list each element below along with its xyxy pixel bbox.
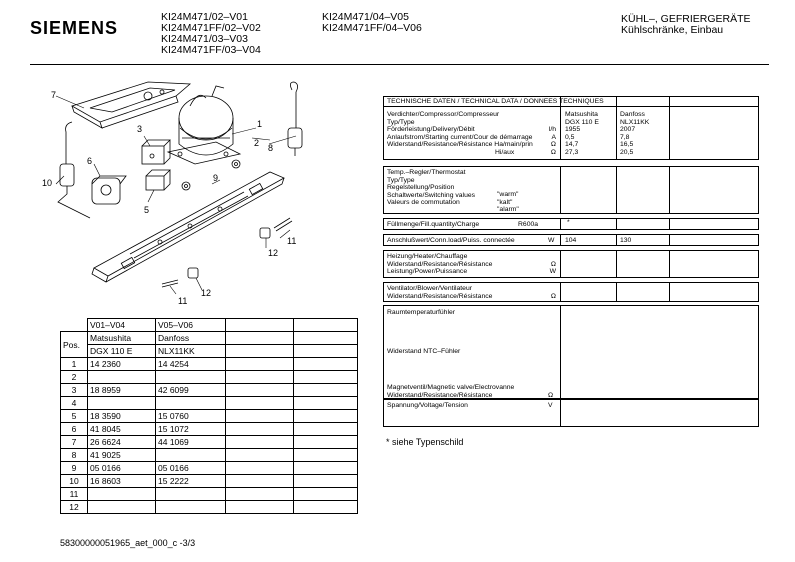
charge-col1: *: [567, 219, 570, 226]
spec-line: 1955: [565, 126, 581, 133]
spec-line: A: [551, 133, 556, 141]
table-cell: 4: [61, 397, 88, 410]
model-line: KI24M471/04–V05: [322, 11, 409, 23]
spec-line: 27,3: [565, 148, 579, 156]
callout-9: 9: [213, 173, 219, 183]
spec-line: DGX 110 E: [565, 118, 599, 126]
type-plate-note: * siehe Typenschild: [386, 437, 464, 447]
table-cell: 42 6099: [156, 384, 226, 397]
category-line: KÜHL–, GEFRIERGERÄTE: [621, 13, 751, 25]
ntc-label: Widerstand NTC–Fühler: [387, 348, 461, 355]
table-row: [61, 488, 358, 501]
category: [621, 14, 751, 36]
cable-drawing: [288, 82, 302, 156]
spec-line: [544, 119, 556, 127]
spec-line: Regelstellung/Position: [387, 184, 455, 191]
spec-line: "alarm": [497, 206, 519, 213]
table-cell: 14 2360: [88, 358, 156, 371]
table-cell: 2: [61, 371, 88, 384]
compressor-drawing: [168, 86, 240, 164]
table-cell: 05 0166: [88, 462, 156, 475]
table-cell: 11: [61, 488, 88, 501]
table-cell: [156, 449, 226, 462]
callout-10: 10: [42, 178, 53, 188]
load-unit: W: [548, 237, 555, 244]
spec-line: [387, 207, 475, 215]
table-row: [61, 462, 358, 475]
spec-line: Typ/Type: [387, 118, 415, 126]
sensor-panel: [383, 305, 759, 399]
table-cell: 44 1069: [156, 436, 226, 449]
table-row: [61, 358, 358, 371]
table-cell: [156, 488, 226, 501]
table-cell: 7: [61, 436, 88, 449]
table-cell: 15 0760: [156, 410, 226, 423]
left-cable-drawing: [58, 122, 93, 218]
model-line: KI24M471FF/04–V06: [322, 22, 422, 34]
table-cell: 15 1072: [156, 423, 226, 436]
table-cell: 41 8045: [88, 423, 156, 436]
spec-line: 7,8: [620, 133, 630, 141]
valve-resistance-label: Widerstand/Resistance/Résistance: [387, 392, 493, 399]
table-cell: [156, 371, 226, 384]
tech-title: TECHNISCHE DATEN / TECHNICAL DATA / DONNEES TECHNIQUES: [384, 97, 758, 107]
model-line: KI24M471FF/03–V04: [161, 44, 261, 56]
callout-5: 5: [144, 205, 150, 215]
table-cell: 16 8603: [88, 475, 156, 488]
spec-line: [544, 111, 556, 119]
table-cell: 14 4254: [156, 358, 226, 371]
category-line: Kühlschränke, Einbau: [621, 24, 724, 36]
load-panel: [383, 234, 759, 246]
header-rule: [30, 64, 769, 65]
callout-8: 8: [268, 143, 274, 153]
spec-line: "kalt": [497, 198, 513, 206]
table-cell: 8: [61, 449, 88, 462]
callout-7: 7: [51, 90, 57, 100]
spec-line: W: [549, 268, 556, 275]
room-sensor-label: Raumtemperaturfühler: [387, 309, 455, 316]
spec-line: Matsushita: [565, 111, 598, 118]
load-col1: 104: [565, 237, 577, 244]
starter-drawing: [146, 170, 170, 190]
voltage-label: Spannung/Voltage/Tension: [387, 402, 468, 409]
callout-1: 1: [257, 119, 263, 129]
spec-line: Widerstand/Resistance/Résistance: [387, 292, 493, 300]
table-row: [61, 423, 358, 436]
table-row: [61, 384, 358, 397]
callout-2: 2: [254, 138, 260, 148]
version-header: V05–V06: [156, 319, 226, 332]
compressor-tray-drawing: [72, 82, 190, 128]
spec-line: 20,5: [620, 148, 634, 156]
table-cell: 5: [61, 410, 88, 423]
rail-drawing: [92, 172, 284, 282]
spec-line: Widerstand/Resistance/Résistance: [387, 260, 493, 268]
spec-line: Heizung/Heater/Chauffage: [387, 253, 468, 260]
compressor-panel: [383, 96, 759, 160]
thermostat-panel: [383, 166, 759, 214]
table-row: [61, 475, 358, 488]
spec-line: Widerstand/Resistance/Résistance Ha/main/prin: [387, 141, 533, 148]
spec-line: Ventilator/Blower/Ventilateur: [387, 285, 473, 292]
spec-line: Valeurs de commutation: [387, 199, 460, 206]
table-cell: 41 9025: [88, 449, 156, 462]
table-cell: 6: [61, 423, 88, 436]
charge-label: Füllmenge/Fill.quantity/Charge: [387, 221, 480, 228]
models-col1: [161, 12, 261, 56]
capacitor-drawing: [92, 176, 126, 204]
table-row: [61, 397, 358, 410]
charge-refrigerant: R600a: [518, 221, 539, 228]
spec-line: [544, 253, 556, 261]
table-cell: 05 0166: [156, 462, 226, 475]
spec-line: 0,5: [565, 133, 575, 141]
spec-line: Verdichter/Compressor/Compresseur: [387, 111, 500, 118]
spec-line: NLX11KK: [620, 118, 650, 126]
callout-12b: 12: [201, 288, 212, 298]
callout-11: 11: [287, 236, 297, 246]
table-row: [61, 449, 358, 462]
blower-panel: [383, 282, 759, 302]
table-cell: 12: [61, 501, 88, 514]
spec-line: Förderleistung/Delivery/Débit: [387, 126, 475, 133]
type-cell: NLX11KK: [156, 345, 226, 358]
callout-12: 12: [268, 248, 279, 258]
valve-label: Magnetventil/Magnetic valve/Electrovanne: [387, 384, 515, 391]
spec-line: [544, 285, 556, 293]
table-cell: 18 8959: [88, 384, 156, 397]
callout-11b: 11: [178, 296, 188, 306]
voltage-panel: [383, 399, 759, 427]
table-cell: [88, 488, 156, 501]
manufacturer-cell: Matsushita: [88, 332, 156, 345]
table-cell: [156, 501, 226, 514]
models-col2: [322, 12, 422, 34]
spec-line: 16,5: [620, 141, 634, 148]
parts-table: [60, 318, 358, 514]
model-line: KI24M471/02–V01: [161, 11, 248, 23]
pos-label: Pos.: [61, 332, 88, 358]
table-cell: 1: [61, 358, 88, 371]
brand-logo: SIEMENS: [30, 18, 119, 38]
spec-line: "warm": [497, 191, 519, 198]
table-cell: 10: [61, 475, 88, 488]
doc-footer: 58300000051965_aet_000_c -3/3: [60, 538, 196, 548]
model-line: KI24M471FF/02–V02: [161, 22, 261, 34]
table-cell: [88, 371, 156, 384]
spec-line: Ω: [550, 148, 556, 156]
spec-line: Typ/Type: [387, 176, 415, 184]
spec-line: Ω: [550, 292, 556, 300]
spec-line: Ω: [550, 260, 556, 268]
load-col2: 130: [620, 237, 632, 244]
type-cell: DGX 110 E: [88, 345, 156, 358]
grommet-drawing: [182, 160, 240, 190]
spec-line: Danfoss: [620, 111, 645, 118]
table-cell: 3: [61, 384, 88, 397]
load-label: Anschlußwert/Conn.load/Puiss. connectée: [387, 237, 515, 244]
spec-line: 14,7: [565, 141, 579, 148]
manufacturer-cell: Danfoss: [156, 332, 226, 345]
charge-panel: [383, 218, 759, 230]
parts-diagram: [30, 68, 340, 313]
spec-line: Schaltwerte/Switching values: [387, 191, 476, 199]
voltage-unit: V: [548, 402, 553, 409]
callout-6: 6: [87, 156, 93, 166]
relay-drawing: [142, 140, 170, 164]
spec-line: 2007: [620, 126, 636, 133]
spec-line: Ω: [550, 141, 556, 148]
model-line: KI24M471/03–V03: [161, 33, 248, 45]
spec-line: Leistung/Power/Puissance: [387, 268, 468, 275]
valve-unit: Ω: [548, 392, 554, 399]
spec-line: Hi/aux: [495, 148, 515, 156]
table-row: [61, 410, 358, 423]
table-row: [61, 501, 358, 514]
table-cell: 15 2222: [156, 475, 226, 488]
spec-line: Temp.–Regler/Thermostat: [387, 169, 466, 176]
table-cell: [156, 397, 226, 410]
table-cell: 9: [61, 462, 88, 475]
version-header: V01–V04: [88, 319, 156, 332]
table-cell: [88, 501, 156, 514]
table-row: [61, 371, 358, 384]
spec-line: l/h: [548, 126, 556, 133]
table-cell: [88, 397, 156, 410]
table-cell: 18 3590: [88, 410, 156, 423]
table-cell: 26 6624: [88, 436, 156, 449]
heater-panel: [383, 250, 759, 278]
table-row: [61, 436, 358, 449]
spec-line: Anlaufstrom/Starting current/Cour de démarrage: [387, 133, 533, 141]
callout-3: 3: [137, 124, 143, 134]
